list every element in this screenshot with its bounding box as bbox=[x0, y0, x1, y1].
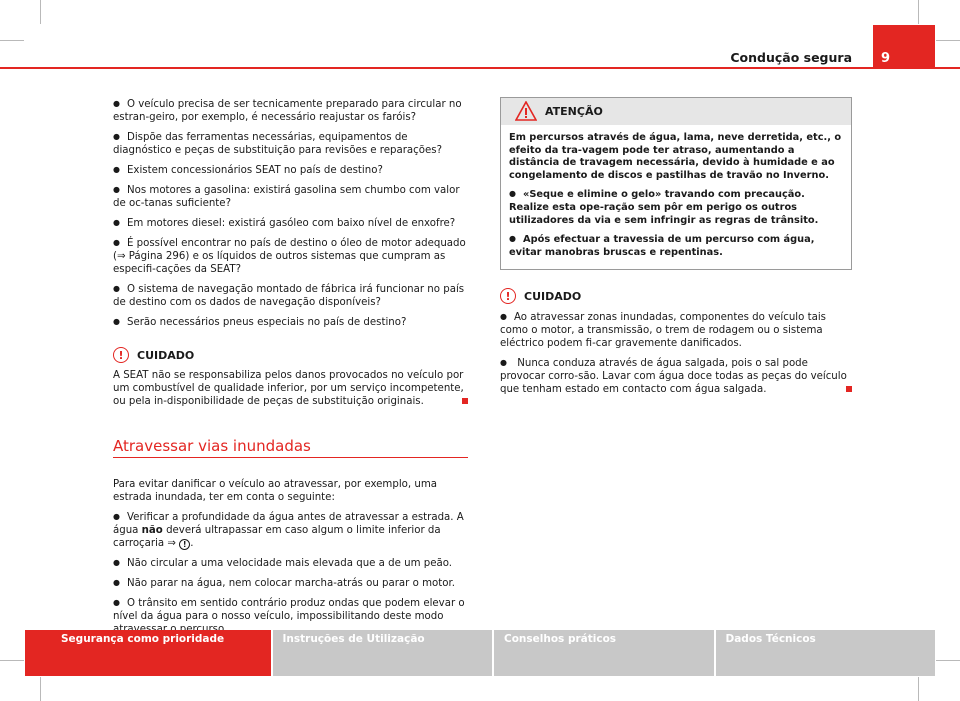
list-item: ● «Seque e elimine o gelo» travando com precaução. Realize esta ope-ração sem pôr em perigo os outros utilizadores da via e sem infringir as regras de trânsito. bbox=[509, 188, 843, 227]
atencao-box bbox=[500, 97, 852, 270]
crop-mark bbox=[0, 660, 24, 661]
list-item-text: Verificar a profundidade da água antes de atravessar a estrada. A água bbox=[113, 512, 464, 536]
list-item: ● Dispõe das ferramentas necessárias, equipamentos de diagnóstico e peças de substituição para revisões e reparações? bbox=[113, 130, 468, 157]
footer-tabs bbox=[25, 630, 935, 676]
warning-circle-icon: ! bbox=[500, 288, 516, 304]
atencao-header bbox=[501, 98, 851, 125]
list-item bbox=[500, 356, 852, 396]
crop-mark bbox=[40, 0, 41, 24]
list-item: ● Ao atravessar zonas inundadas, componentes do veículo tais como o motor, a transmissão, o trem de rodagem ou o sistema eléctrico podem fi-car gravemente danificados. bbox=[500, 310, 852, 350]
end-mark-icon bbox=[846, 386, 852, 392]
warning-reference-icon[interactable]: ! bbox=[179, 539, 190, 550]
cuidado-title: CUIDADO bbox=[137, 348, 195, 362]
warning-circle-icon: ! bbox=[113, 347, 129, 363]
cuidado-heading bbox=[500, 288, 852, 304]
warning-triangle-icon bbox=[515, 101, 537, 121]
crop-mark bbox=[918, 677, 919, 701]
list-item: ● Nos motores a gasolina: existirá gasolina sem chumbo com valor de oc-tanas suficiente? bbox=[113, 183, 468, 210]
tab-dados-tecnicos[interactable]: Dados Técnicos bbox=[716, 630, 936, 676]
list-item: ● Verificar a profundidade da água antes de atravessar a estrada. A água não deverá ultrapassar em caso algum o limite inferior da carroçaria ⇒ ! . bbox=[113, 510, 468, 550]
right-column bbox=[500, 97, 852, 402]
crop-mark bbox=[0, 40, 24, 41]
crop-mark bbox=[936, 660, 960, 661]
crop-mark bbox=[40, 677, 41, 701]
list-item: ● Em motores diesel: existirá gasóleo com baixo nível de enxofre? bbox=[113, 216, 468, 230]
list-item: ● Serão necessários pneus especiais no país de destino? bbox=[113, 315, 468, 329]
atencao-body bbox=[501, 125, 851, 269]
tab-instrucoes[interactable]: Instruções de Utilização bbox=[273, 630, 493, 676]
cuidado-heading bbox=[113, 347, 468, 363]
list-item: ● O trânsito em sentido contrário produz ondas que podem elevar o nível da água para o nosso veículo, impossibilitando deste modo bbox=[113, 596, 468, 636]
list-item: ● O sistema de navegação montado de fábrica irá funcionar no país de destino com os dados de navegação disponíveis? bbox=[113, 282, 468, 309]
crop-mark bbox=[918, 0, 919, 24]
list-item: ● O veículo precisa de ser tecnicamente preparado para circular no estran-geiro, por exemplo, é necessário reajustar os faróis? bbox=[113, 97, 468, 124]
tab-seguranca[interactable]: Segurança como prioridade bbox=[25, 630, 271, 676]
cuidado-text-body: A SEAT não se responsabiliza pelos danos provocados no veículo por um combustível de qualidade inferior, por um serviço incompetente, ou pela in-disponibilidade de peças de substituição originais. bbox=[113, 370, 464, 407]
crop-mark bbox=[936, 40, 960, 41]
list-item-text: deverá ultrapassar em caso algum o limite inferior da carroçaria ⇒ bbox=[113, 525, 441, 549]
list-item: ● Após efectuar a travessia de um percurso com água, evitar manobras bruscas e repentinas. bbox=[509, 233, 843, 259]
page-header-title: Condução segura bbox=[730, 50, 852, 65]
header-rule bbox=[0, 67, 960, 69]
page-number: 9 bbox=[873, 25, 935, 69]
list-item: ● Existem concessionários SEAT no país de destino? bbox=[113, 163, 468, 177]
end-mark-icon bbox=[462, 398, 468, 404]
list-item: ● Não parar na água, nem colocar marcha-atrás ou parar o motor. bbox=[113, 576, 468, 590]
left-column bbox=[113, 97, 468, 642]
list-item: ● É possível encontrar no país de destino o óleo de motor adequado (⇒ Página 296) e os líquidos de outros sistemas que cumpram as especifi-cações da SEAT? bbox=[113, 236, 468, 276]
list-item-emphasis: não bbox=[141, 525, 163, 536]
atencao-title: ATENÇÃO bbox=[545, 105, 603, 118]
cuidado-text bbox=[113, 369, 468, 408]
list-item: ● Não circular a uma velocidade mais elevada que a de um peão. bbox=[113, 556, 468, 570]
section-title: Atravessar vias inundadas bbox=[113, 440, 468, 458]
list-item-text: Nunca conduza através de água salgada, pois o sal pode provocar corro-são. Lavar com água doce todas as peças do veículo que tenham estado em contacto com água salgada. bbox=[500, 358, 847, 396]
section-intro: Para evitar danificar o veículo ao atravessar, por exemplo, uma estrada inundada, ter em conta o seguinte: bbox=[113, 479, 437, 503]
tab-conselhos[interactable]: Conselhos práticos bbox=[494, 630, 714, 676]
cuidado-title: CUIDADO bbox=[524, 289, 582, 303]
atencao-text: Em percursos através de água, lama, neve derretida, etc., o efeito da tra-vagem pode ter atraso, aumentando a distância de travagem necessária, devido à humidade e ao congelamento de discos e pastilhas de travão no Inverno. bbox=[509, 132, 842, 181]
